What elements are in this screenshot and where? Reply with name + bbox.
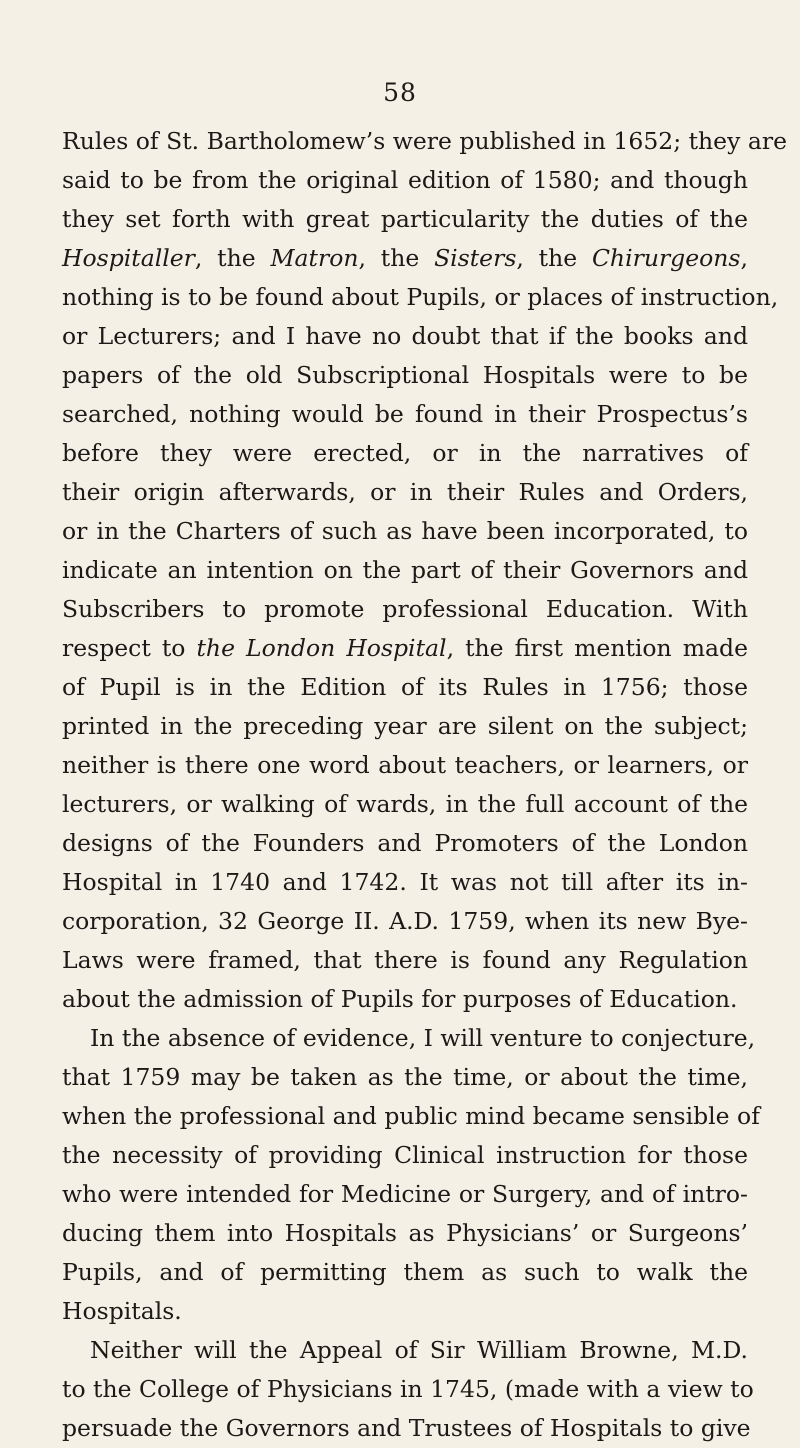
text-segment: corporation, 32 George II. A.D. 1759, when its new Bye- — [62, 907, 748, 935]
text-segment: they set forth with great particularity the duties of the — [62, 205, 748, 233]
text-segment: searched, nothing would be found in their Prospectus’s — [62, 400, 748, 428]
text-line — [62, 161, 748, 200]
text-line — [62, 239, 748, 278]
text-segment: about the admission of Pupils for purposes of Education. — [62, 985, 738, 1013]
text-segment: In the absence of evidence, I will venture to conjecture, — [90, 1024, 756, 1052]
text-segment: ducing them into Hospitals as Physicians’ or Surgeons’ — [62, 1219, 748, 1247]
italic-text: Chirurgeons — [591, 244, 741, 272]
text-segment: Pupils, and of permitting them as such to walk the — [62, 1258, 748, 1286]
text-line — [62, 395, 748, 434]
text-segment: when the professional and public mind became sensible of — [62, 1102, 760, 1130]
text-segment: printed in the preceding year are silent on the subject; — [62, 712, 748, 740]
text-line — [62, 1253, 748, 1292]
text-line — [62, 473, 748, 512]
text-segment: persuade the Governors and Trustees of Hospitals to give — [62, 1414, 751, 1442]
text-segment: before they were erected, or in the narratives of — [62, 439, 748, 467]
page-number: 58 — [383, 78, 417, 107]
italic-text: Hospitaller — [62, 244, 195, 272]
text-line — [62, 1097, 760, 1136]
text-line — [62, 863, 748, 902]
text-line — [62, 1058, 748, 1097]
text-segment: indicate an intention on the part of their Governors and — [62, 556, 748, 584]
text-segment: said to be from the original edition of 1580; and though — [62, 166, 748, 194]
text-segment: , the — [194, 244, 271, 272]
text-line — [62, 356, 748, 395]
text-segment: who were intended for Medicine or Surgery, and of intro- — [62, 1180, 748, 1208]
text-line — [62, 824, 748, 863]
text-line — [62, 1175, 748, 1214]
text-line — [62, 200, 748, 239]
text-line — [62, 668, 748, 707]
text-segment: , — [740, 244, 748, 272]
text-segment: of Pupil is in the Edition of its Rules in 1756; those — [62, 673, 748, 701]
italic-text: the London Hospital — [196, 634, 447, 662]
text-segment: , the — [516, 244, 592, 272]
text-line — [62, 785, 748, 824]
text-line — [62, 1370, 754, 1409]
text-segment: , the first mention made — [446, 634, 749, 662]
text-line — [62, 590, 748, 629]
text-line — [62, 1214, 748, 1253]
text-segment: the necessity of providing Clinical instruction for those — [62, 1141, 748, 1169]
text-segment: Hospitals. — [62, 1297, 182, 1325]
italic-text: Sisters — [434, 244, 517, 272]
text-line — [62, 122, 787, 161]
text-line — [62, 902, 748, 941]
text-segment: Laws were framed, that there is found any Regulation — [62, 946, 748, 974]
text-segment: respect to — [62, 634, 197, 662]
text-line — [62, 707, 748, 746]
text-line — [62, 1136, 748, 1175]
text-segment: Neither will the Appeal of Sir William Browne, M.D. — [90, 1336, 748, 1364]
text-segment: or in the Charters of such as have been incorporated, to — [62, 517, 748, 545]
text-segment: to the College of Physicians in 1745, (made with a view to — [62, 1375, 754, 1403]
text-line — [62, 941, 748, 980]
text-line — [62, 551, 748, 590]
text-segment: papers of the old Subscriptional Hospitals were to be — [62, 361, 748, 389]
text-segment: nothing is to be found about Pupils, or places of instruction, — [62, 283, 779, 311]
text-segment: Subscribers to promote professional Education. With — [62, 595, 748, 623]
text-line — [62, 317, 748, 356]
text-line — [62, 629, 748, 668]
text-line — [62, 278, 779, 317]
text-line — [62, 1292, 748, 1331]
text-segment: designs of the Founders and Promoters of the London — [62, 829, 748, 857]
text-line — [62, 980, 748, 1019]
text-segment: that 1759 may be taken as the time, or about the time, — [62, 1063, 748, 1091]
body-text — [62, 122, 787, 1448]
text-segment: lecturers, or walking of wards, in the full account of the — [62, 790, 748, 818]
text-segment: Hospital in 1740 and 1742. It was not till after its in- — [62, 868, 748, 896]
text-segment: their origin afterwards, or in their Rules and Orders, — [62, 478, 748, 506]
text-line — [62, 512, 748, 551]
text-line — [62, 1409, 751, 1448]
text-segment: or Lecturers; and I have no doubt that if the books and — [62, 322, 748, 350]
italic-text: Matron — [270, 244, 359, 272]
text-segment: Rules of St. Bartholomew’s were published in 1652; they are — [62, 127, 787, 155]
text-line — [62, 1019, 756, 1058]
text-segment: , the — [358, 244, 435, 272]
text-line — [62, 434, 748, 473]
text-line — [62, 1331, 748, 1370]
text-line — [62, 746, 748, 785]
text-segment: neither is there one word about teachers, or learners, or — [62, 751, 748, 779]
